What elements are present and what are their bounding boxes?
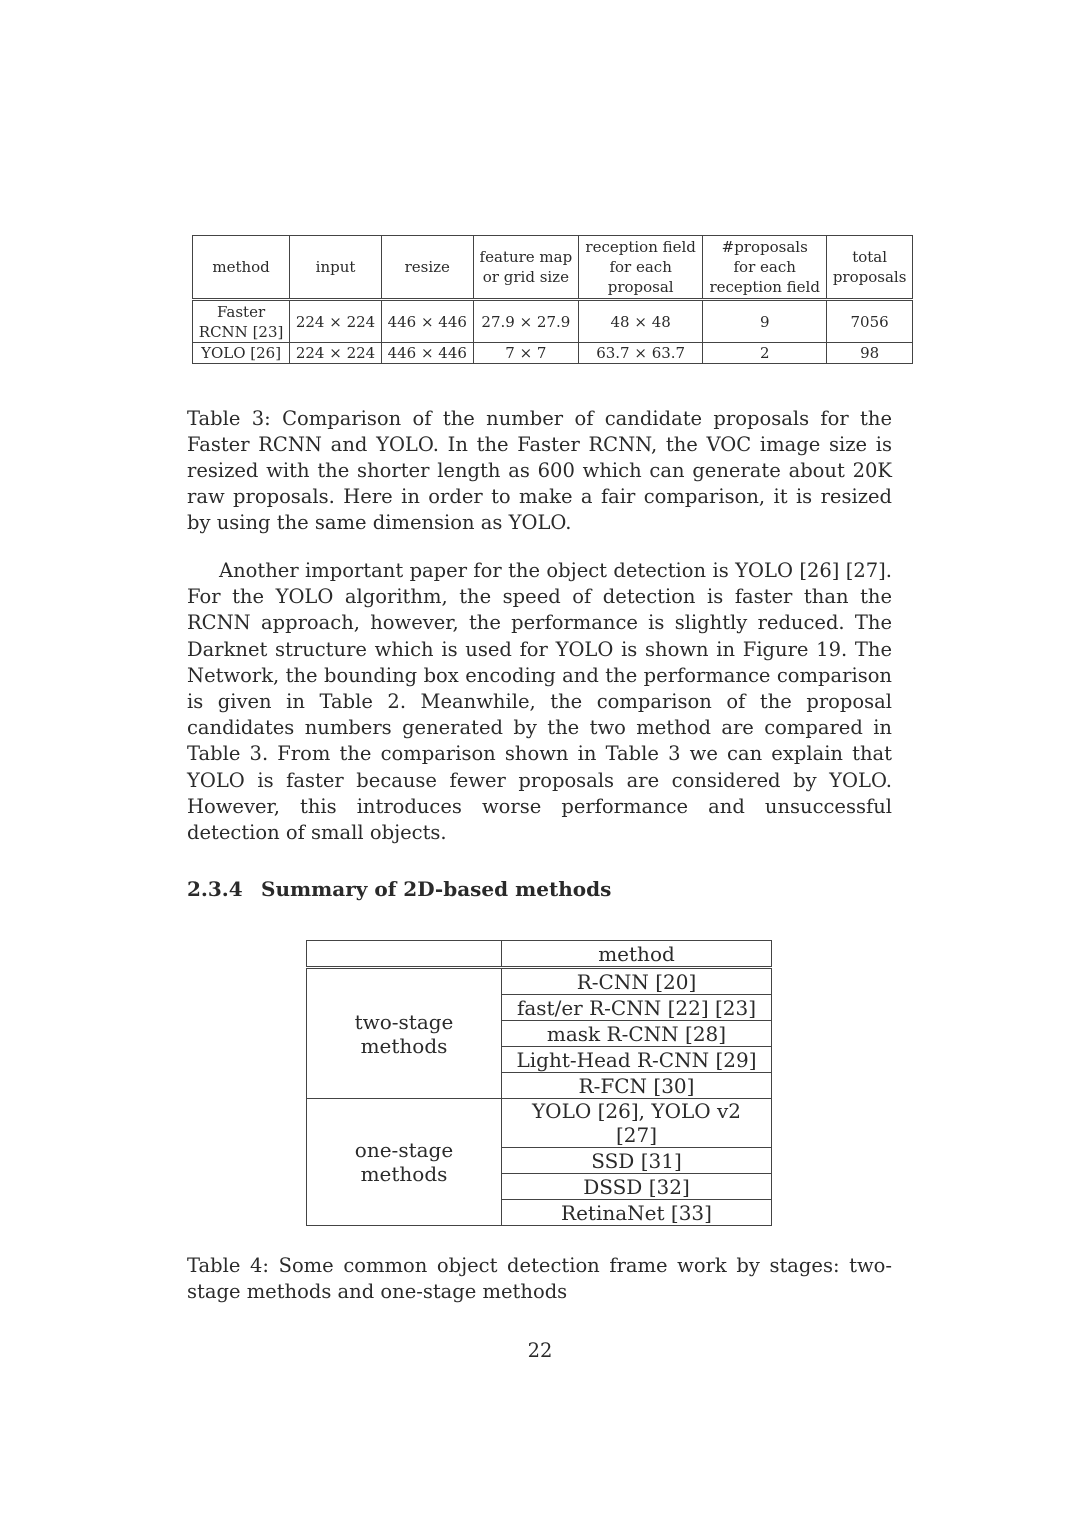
section-title: Summary of 2D-based methods (261, 877, 612, 901)
method-cell: Faster RCNN [23] (193, 300, 290, 343)
method-cell: YOLO [26] (193, 343, 290, 364)
section-heading (187, 876, 611, 902)
page-number: 22 (527, 1339, 553, 1362)
feature-map-cell: 27.9 × 27.9 (473, 300, 579, 343)
table-4-caption: Table 4: Some common object detection frame work by stages: two-stage methods and one-stage methods (187, 1254, 892, 1303)
input-cell: 224 × 224 (290, 343, 382, 364)
method-cell: YOLO [26], YOLO v2 [27] (502, 1099, 772, 1148)
table-header-row (307, 941, 772, 968)
header-cell: input (290, 236, 382, 300)
group-label-cell: one-stage methods (307, 1099, 502, 1226)
body-paragraph: Another important paper for the object detection is YOLO [26] [27]. For the YOLO algorithm, the speed of detection is faster than the RCNN approach, however, the performance is slightly reduced. The Darknet structure which is used for YOLO is shown in Figure 19. The Network, the bounding box encoding and the performance comparison is given in Table 2. Meanwhile, the comparison of the proposal candidates numbers generated by the two method are compared in Table 3. From the comparison shown in Table 3 we can explain that YOLO is faster because fewer proposals are considered by YOLO. However, this introduces worse performance and unsuccessful detection of small objects. (187, 559, 892, 845)
group-label-cell: two-stage methods (307, 968, 502, 1099)
table-header-row (193, 236, 913, 300)
header-cell: reception field for each proposal (579, 236, 703, 300)
table-4-detection-frameworks (306, 940, 772, 1226)
method-cell: fast/er R-CNN [22] [23] (502, 995, 772, 1021)
method-cell: mask R-CNN [28] (502, 1021, 772, 1047)
header-cell: #proposals for each reception field (703, 236, 827, 300)
header-cell: method (502, 941, 772, 968)
header-cell: method (193, 236, 290, 300)
reception-field-cell: 63.7 × 63.7 (579, 343, 703, 364)
resize-cell: 446 × 446 (381, 300, 473, 343)
method-cell: DSSD [32] (502, 1174, 772, 1200)
method-cell: R-CNN [20] (502, 968, 772, 995)
method-cell: SSD [31] (502, 1148, 772, 1174)
resize-cell: 446 × 446 (381, 343, 473, 364)
table-row (307, 1099, 772, 1148)
feature-map-cell: 7 × 7 (473, 343, 579, 364)
total-proposals-cell: 98 (827, 343, 913, 364)
header-cell: feature map or grid size (473, 236, 579, 300)
input-cell: 224 × 224 (290, 300, 382, 343)
method-cell: R-FCN [30] (502, 1073, 772, 1099)
proposals-each-cell: 2 (703, 343, 827, 364)
table-row (307, 968, 772, 995)
empty-header-cell (307, 941, 502, 968)
section-number: 2.3.4 (187, 877, 243, 901)
table-3-proposal-comparison (192, 235, 913, 364)
reception-field-cell: 48 × 48 (579, 300, 703, 343)
table-row (193, 300, 913, 343)
header-cell: total proposals (827, 236, 913, 300)
proposals-each-cell: 9 (703, 300, 827, 343)
total-proposals-cell: 7056 (827, 300, 913, 343)
table-row (193, 343, 913, 364)
header-cell: resize (381, 236, 473, 300)
table-3-caption: Table 3: Comparison of the number of candidate proposals for the Faster RCNN and YOLO. In the Faster RCNN, the VOC image size is resized with the shorter length as 600 which can generate about 20K raw proposals. Here in order to make a fair comparison, it is resized by using the same dimension as YOLO. (187, 407, 892, 534)
method-cell: RetinaNet [33] (502, 1200, 772, 1226)
method-cell: Light-Head R-CNN [29] (502, 1047, 772, 1073)
